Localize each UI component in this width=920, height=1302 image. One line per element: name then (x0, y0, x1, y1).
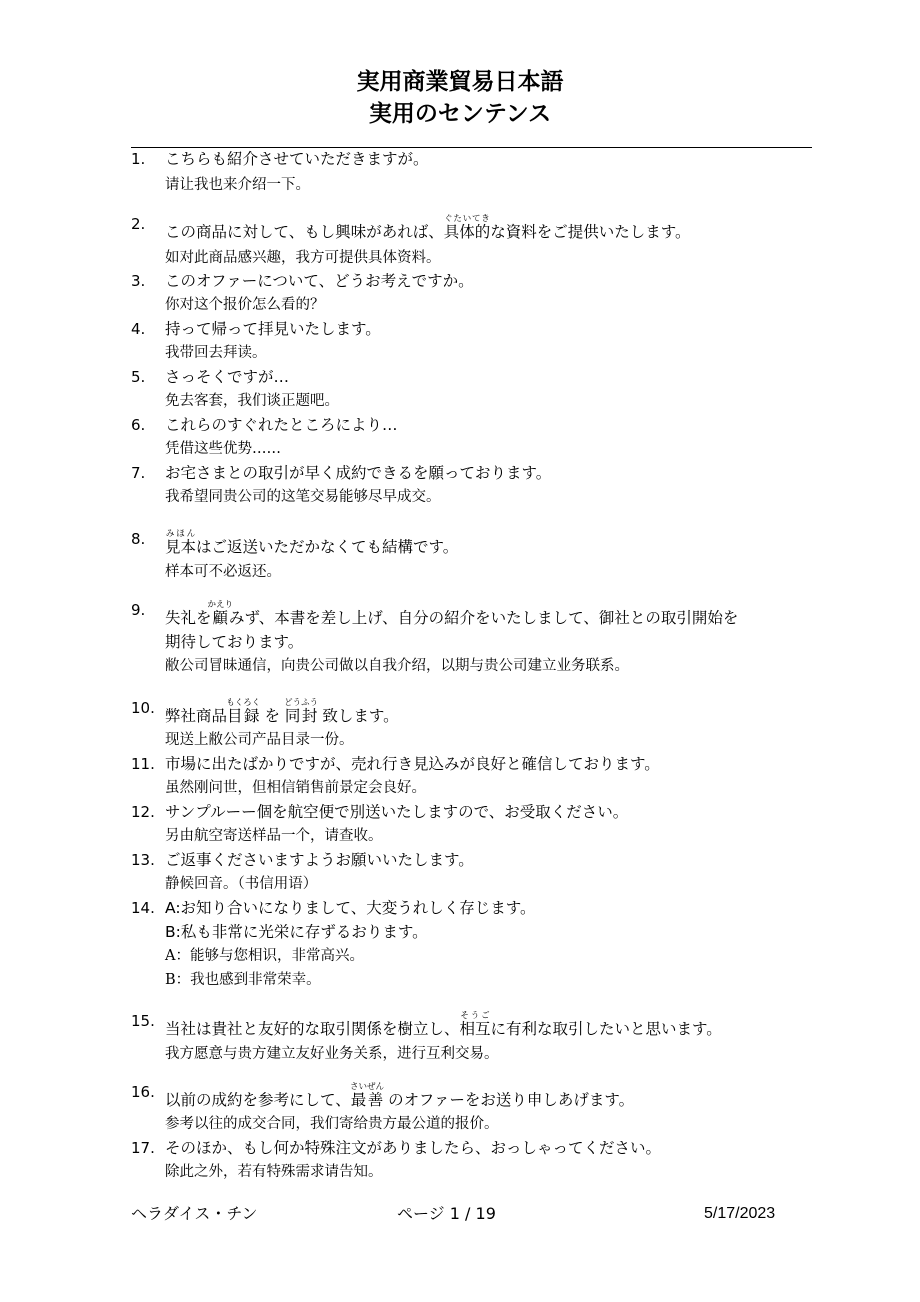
japanese-sentence: ご返事くださいますようお願いいたします。 (165, 851, 474, 869)
furigana-word: 顧かえり (207, 600, 234, 627)
footer-author: ヘラダイス・チン (131, 1204, 258, 1223)
sentence-number: 11. (131, 755, 155, 773)
chinese-translation: 我希望同贵公司的这笔交易能够尽早成交。 (165, 489, 441, 505)
japanese-sentence: これらのすぐれたところにより… (165, 416, 398, 434)
title-divider (131, 147, 812, 148)
chinese-translation: 我带回去拜读。 (165, 345, 267, 361)
japanese-sentence: そのほか、もし何か特殊注文がありましたら、おっしゃってください。 (165, 1139, 662, 1157)
sentence-number: 2. (131, 215, 146, 233)
japanese-sentence: 見本みほんはご返送いただかなくても結構です。 (165, 529, 459, 556)
chinese-translation: 另由航空寄送样品一个，请查收。 (165, 828, 383, 844)
furigana-word: 具体的ぐたいてき (443, 214, 491, 241)
japanese-sentence: 市場に出たばかりですが、売れ行き見込みが良好と確信しております。 (165, 755, 660, 773)
japanese-sentence: この商品に対して、もし興味があれば、具体的ぐたいてきな資料をご提供いたします。 (165, 214, 691, 241)
sentence-number: 12. (131, 803, 155, 821)
japanese-sentence: サンプルーー個を航空便で別送いたしますので、お受取ください。 (165, 803, 629, 821)
japanese-sentence: こちらも紹介させていただきますが。 (165, 150, 429, 168)
sentence-number: 10. (131, 699, 155, 717)
japanese-sentence: 以前の成約を参考にして、最善さいぜん のオファーをお送り申しあげます。 (165, 1082, 635, 1109)
chinese-translation: A：能够与您相识，非常高兴。 (165, 948, 364, 964)
footer-date: 5/17/2023 (704, 1205, 776, 1222)
footer-page-number: ページ 1 / 19 (397, 1204, 496, 1223)
japanese-sentence-line-2: B:私も非常に光栄に存ずるおります。 (165, 923, 428, 941)
chinese-translation: 如对此商品感兴趣，我方可提供具体资料。 (165, 250, 441, 266)
sentence-number: 7. (131, 464, 146, 482)
sentence-number: 5. (131, 368, 146, 386)
chinese-translation: 静候回音。（书信用语） (165, 876, 318, 892)
sentence-number: 13. (131, 851, 155, 869)
sentence-number: 3. (131, 272, 146, 290)
sentence-number: 9. (131, 601, 146, 619)
chinese-translation: 凭借这些优势…… (165, 441, 281, 457)
japanese-sentence: 弊社商品目録もくろく を 同封どうふう 致します。 (165, 698, 399, 725)
document-title: 実用商業貿易日本語 (356, 69, 564, 95)
sentence-number: 17. (131, 1139, 155, 1157)
japanese-sentence: 当社は貴社と友好的な取引関係を樹立し、相互そうごに有利な取引したいと思います。 (165, 1011, 722, 1038)
sentence-number: 14. (131, 899, 155, 917)
chinese-translation: 现送上敝公司产品目录一份。 (165, 732, 354, 748)
furigana-word: 同封どうふう (284, 698, 319, 725)
furigana-word: 最善さいぜん (349, 1082, 384, 1109)
chinese-translation: 我方愿意与贵方建立友好业务关系，进行互利交易。 (165, 1046, 499, 1062)
chinese-translation: 免去客套，我们谈正题吧。 (165, 393, 339, 409)
sentence-number: 16. (131, 1083, 155, 1101)
chinese-translation: 虽然刚问世，但相信销售前景定会良好。 (165, 780, 426, 796)
japanese-sentence: A:お知り合いになりまして、大変うれしく存じます。 (165, 899, 536, 917)
japanese-sentence: さっそくですが… (165, 368, 290, 386)
furigana-word: 目録もくろく (226, 698, 261, 725)
japanese-sentence: 持って帰って拝見いたします。 (165, 320, 381, 338)
sentence-number: 8. (131, 530, 146, 548)
chinese-translation: 除此之外，若有特殊需求请告知。 (165, 1164, 383, 1180)
furigana-word: 相互そうご (459, 1011, 491, 1038)
furigana-word: 見本みほん (165, 529, 197, 556)
chinese-translation: 样本可不必返还。 (165, 564, 281, 580)
sentence-number: 15. (131, 1012, 155, 1030)
document-subtitle: 実用のセンテンス (368, 101, 552, 127)
chinese-translation: 参考以往的成交合同，我们寄给贵方最公道的报价。 (165, 1116, 499, 1132)
japanese-sentence: 失礼を顧かえりみず、本書を差し上げ、自分の紹介をいたしまして、御社との取引開始を (165, 600, 739, 627)
japanese-sentence: お宅さまとの取引が早く成約できるを願っております。 (165, 464, 552, 482)
chinese-translation: 你对这个报价怎么看的？ (165, 297, 325, 313)
chinese-translation-line-2: B：我也感到非常荣幸。 (165, 972, 321, 988)
chinese-translation: 敝公司冒昧通信，向贵公司做以自我介绍，以期与贵公司建立业务联系。 (165, 658, 629, 674)
chinese-translation: 请让我也来介绍一下。 (165, 177, 310, 193)
sentence-number: 4. (131, 320, 146, 338)
japanese-sentence-line-2: 期待しております。 (165, 633, 304, 651)
japanese-sentence: このオファーについて、どうお考えですか。 (165, 272, 474, 290)
sentence-number: 6. (131, 416, 146, 434)
sentence-number: 1. (131, 150, 146, 168)
